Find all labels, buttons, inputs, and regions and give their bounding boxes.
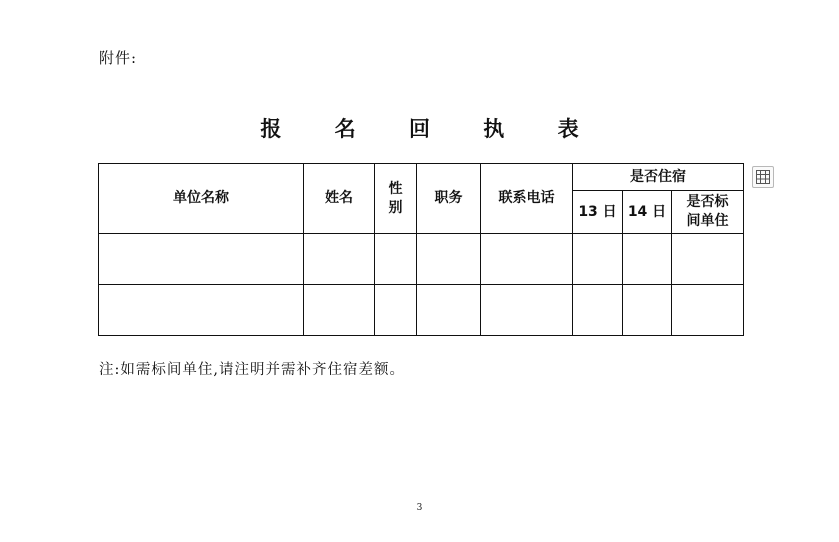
- header-gender-line2: 别: [388, 199, 403, 216]
- table-cell-unit-name[interactable]: [99, 234, 304, 285]
- attachment-label: 附件:: [99, 49, 138, 67]
- table-cell-unit-name[interactable]: [99, 285, 304, 336]
- table-cell-day13[interactable]: [573, 234, 623, 285]
- table-cell-position[interactable]: [417, 285, 481, 336]
- registration-table: [98, 163, 744, 336]
- table-cell-day13[interactable]: [573, 285, 623, 336]
- header-day14: 14 日: [623, 191, 672, 234]
- table-cell-name[interactable]: [304, 234, 375, 285]
- header-unit-name: 单位名称: [99, 164, 304, 234]
- table-row: [99, 234, 744, 285]
- header-accommodation: 是否住宿: [573, 164, 744, 191]
- table-cell-name[interactable]: [304, 285, 375, 336]
- header-name: 姓名: [304, 164, 375, 234]
- header-gender-line1: 性: [388, 180, 403, 197]
- table-cell-gender[interactable]: [375, 234, 417, 285]
- table-cell-position[interactable]: [417, 234, 481, 285]
- table-cell-phone[interactable]: [481, 285, 573, 336]
- header-standard-single: [672, 191, 744, 234]
- header-gender: [375, 164, 417, 234]
- table-cell-standard-single[interactable]: [672, 285, 744, 336]
- page-title: 报 名 回 执 表: [260, 117, 602, 141]
- table-cell-day14[interactable]: [623, 234, 672, 285]
- table-cell-standard-single[interactable]: [672, 234, 744, 285]
- table-grid-glyph: [756, 170, 770, 184]
- header-standard-single-line1: 是否标: [686, 194, 729, 210]
- header-position: 职务: [417, 164, 481, 234]
- table-cell-gender[interactable]: [375, 285, 417, 336]
- table-cell-phone[interactable]: [481, 234, 573, 285]
- footnote: 注:如需标间单住,请注明并需补齐住宿差额。: [99, 362, 405, 378]
- table-cell-day14[interactable]: [623, 285, 672, 336]
- page-number: 3: [416, 503, 423, 513]
- table-row: [99, 285, 744, 336]
- header-day13: 13 日: [573, 191, 623, 234]
- table-select-icon[interactable]: [752, 166, 774, 188]
- header-standard-single-line2: 间单住: [686, 213, 729, 229]
- header-phone: 联系电话: [481, 164, 573, 234]
